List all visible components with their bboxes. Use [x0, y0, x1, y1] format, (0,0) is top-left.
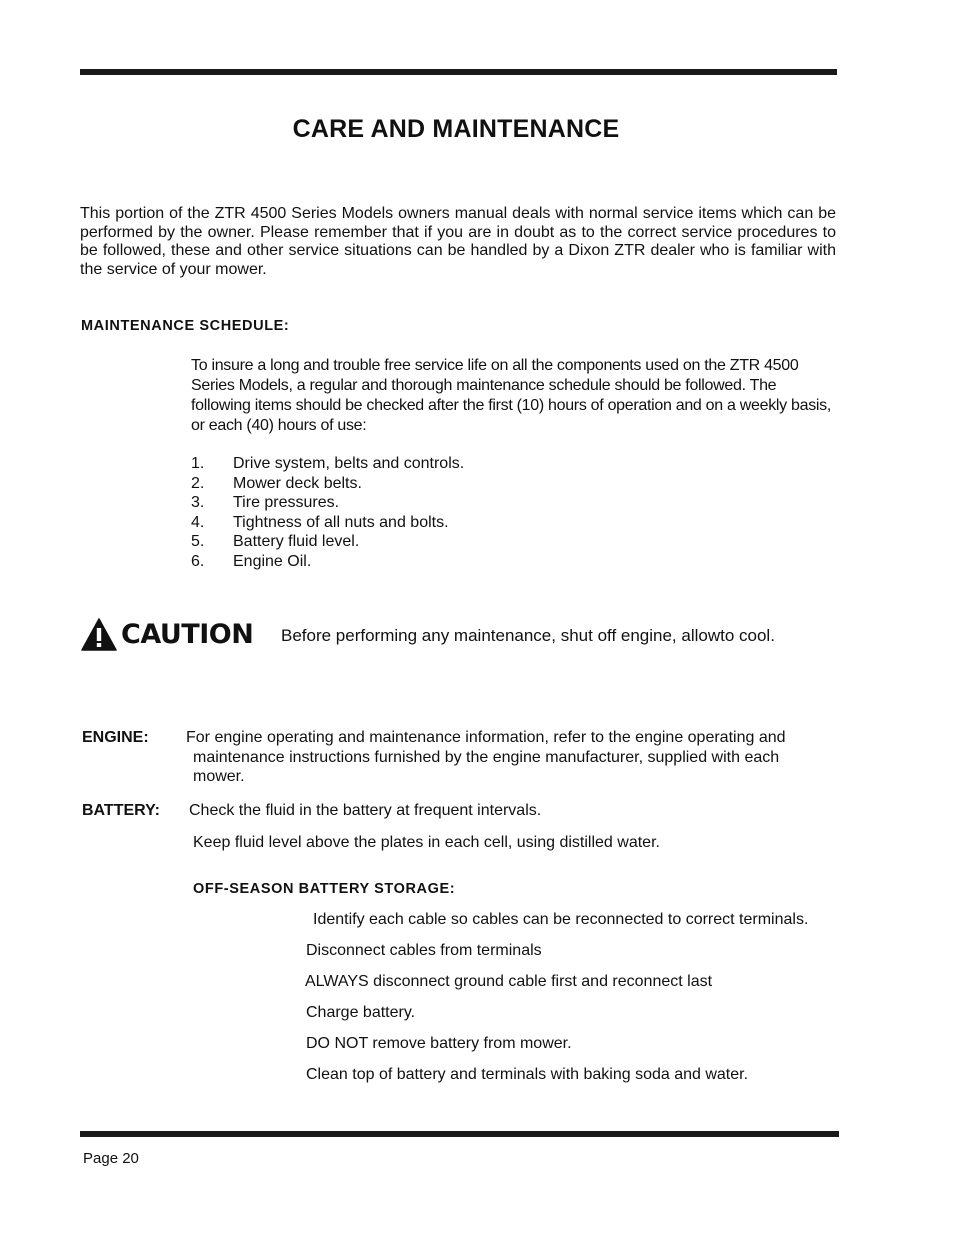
maintenance-checklist: [191, 454, 464, 571]
list-item: 5. Battery fluid level.: [191, 533, 360, 550]
storage-step: Clean top of battery and terminals with baking soda and water.: [306, 1066, 749, 1083]
list-item: 6. Engine Oil.: [191, 552, 312, 570]
page-title: CARE AND MAINTENANCE: [292, 115, 620, 143]
caution-badge: [81, 618, 253, 651]
list-item: 1. Drive system, belts and controls.: [191, 455, 465, 472]
caution-label: CAUTION: [121, 619, 254, 650]
bottom-rule: [80, 1131, 839, 1137]
list-item: 4. Tightness of all nuts and bolts.: [191, 513, 449, 531]
storage-step: Identify each cable so cables can be reconnected to correct terminals.: [313, 911, 809, 928]
engine-label: ENGINE:: [82, 729, 149, 746]
maintenance-schedule-paragraph: To insure a long and trouble free service life on all the components used on the ZTR 4500 Series Models, a regular and thorough maintenance schedule should be followed. The following items should be checked after the first (10) hours of operation and on a weekly basis, or each (40) hours of use:: [191, 357, 832, 434]
battery-label: BATTERY:: [82, 802, 160, 819]
caution-text: Before performing any maintenance, shut off engine, allowto cool.: [281, 626, 775, 645]
battery-text-2: Keep fluid level above the plates in each cell, using distilled water.: [193, 834, 660, 851]
top-rule: [80, 69, 837, 75]
battery-text-1: Check the fluid in the battery at frequent intervals.: [189, 802, 542, 819]
off-season-heading: OFF-SEASON BATTERY STORAGE:: [193, 881, 456, 897]
storage-step: Charge battery.: [306, 1004, 416, 1021]
storage-step: Disconnect cables from terminals: [306, 942, 542, 959]
engine-text: For engine operating and maintenance information, refer to the engine operating and maintenance instructions furnished by the engine manufacturer, supplied with each mower.: [186, 729, 786, 785]
list-item: 3. Tire pressures.: [191, 494, 340, 511]
storage-step: DO NOT remove battery from mower.: [306, 1035, 572, 1052]
storage-step: ALWAYS disconnect ground cable first and reconnect last: [305, 973, 713, 990]
list-item: 2. Mower deck belts.: [191, 474, 362, 492]
maintenance-schedule-heading: MAINTENANCE SCHEDULE:: [81, 318, 290, 334]
intro-paragraph: This portion of the ZTR 4500 Series Models owners manual deals with normal service items which can be performed by the owner. Please remember that if you are in doubt as to the correct service procedures to be followed, these and other service situations can be handled by a Dixon ZTR dealer who is familiar with the service of your mower.: [80, 205, 836, 278]
warning-triangle-icon: [81, 618, 117, 651]
page-number: Page 20: [83, 1150, 139, 1167]
